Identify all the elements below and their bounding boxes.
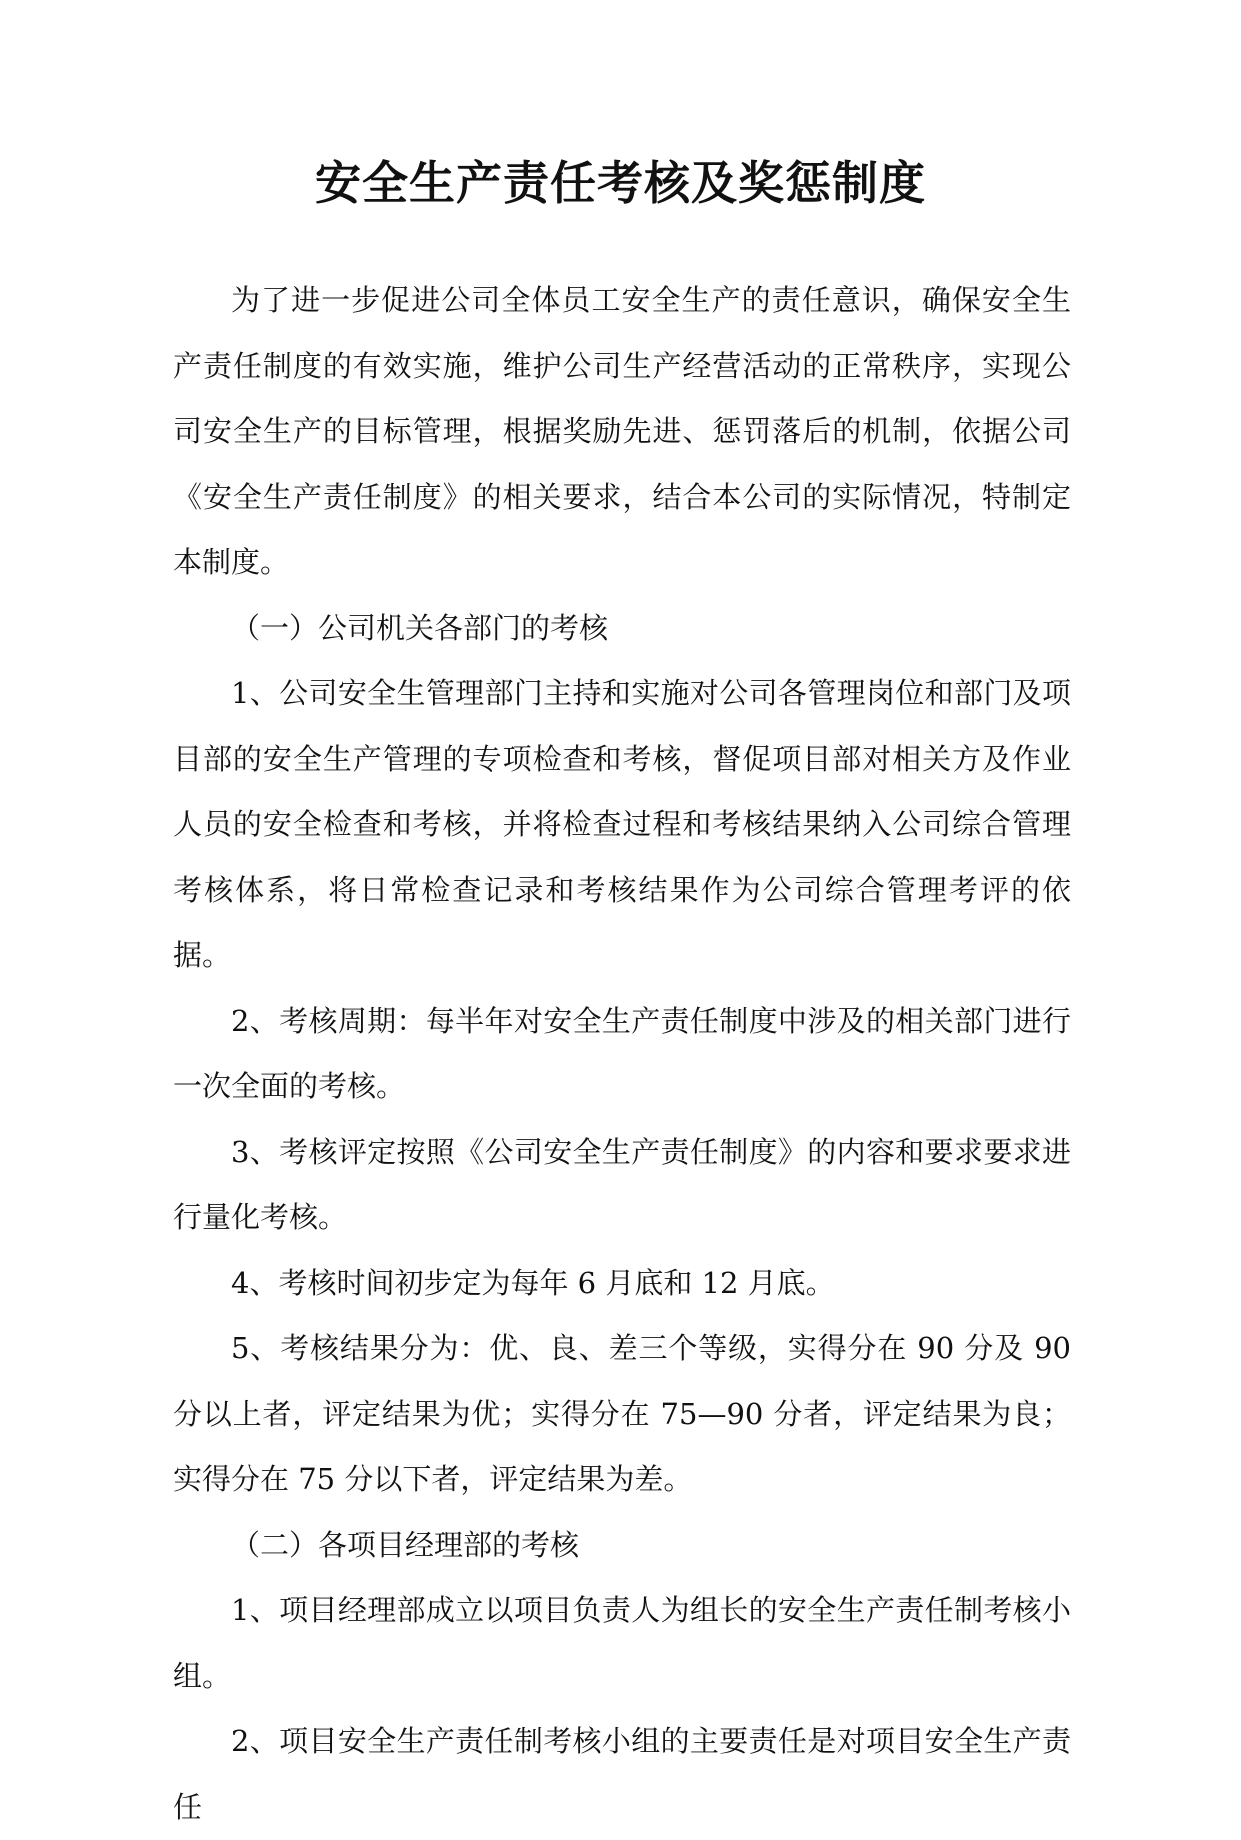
clause-paragraph: 1、公司安全生管理部门主持和实施对公司各管理岗位和部门及项目部的安全生产管理的专项检查和考核，督促项目部对相关方及作业人员的安全检查和考核，并将检查过程和考核结果纳入公司综合管理考核体系，将日常检查记录和考核结果作为公司综合管理考评的依据。	[173, 676, 1071, 972]
document-title: 安全生产责任考核及奖惩制度	[315, 156, 926, 210]
clause-paragraph: 5、考核结果分为：优、良、差三个等级，实得分在 90 分及 90 分以上者，评定结果为优；实得分在 75—90 分者，评定结果为良；实得分在 75 分以下者，评定结果为差。	[173, 1331, 1071, 1496]
clause-paragraph: 4、考核时间初步定为每年 6 月底和 12 月底。	[231, 1265, 835, 1300]
section-heading-1: （一）公司机关各部门的考核	[231, 610, 609, 645]
clause-paragraph: 3、考核评定按照《公司安全生产责任制度》的内容和要求要求进行量化考核。	[173, 1134, 1071, 1234]
section-heading-2: （二）各项目经理部的考核	[231, 1527, 580, 1562]
clause-paragraph: 2、项目安全生产责任制考核小组的主要责任是对项目安全生产责任	[173, 1724, 1071, 1824]
intro-paragraph: 为了进一步促进公司全体员工安全生产的责任意识，确保安全生产责任制度的有效实施，维护公司生产经营活动的正常秩序，实现公司安全生产的目标管理，根据奖励先进、惩罚落后的机制，依据公司《安全生产责任制度》的相关要求，结合本公司的实际情况，特制定本制度。	[173, 283, 1071, 579]
clause-paragraph: 1、项目经理部成立以项目负责人为组长的安全生产责任制考核小组。	[173, 1593, 1071, 1693]
document-body	[173, 268, 1071, 1840]
clause-paragraph: 2、考核周期：每半年对安全生产责任制度中涉及的相关部门进行一次全面的考核。	[173, 1003, 1071, 1103]
